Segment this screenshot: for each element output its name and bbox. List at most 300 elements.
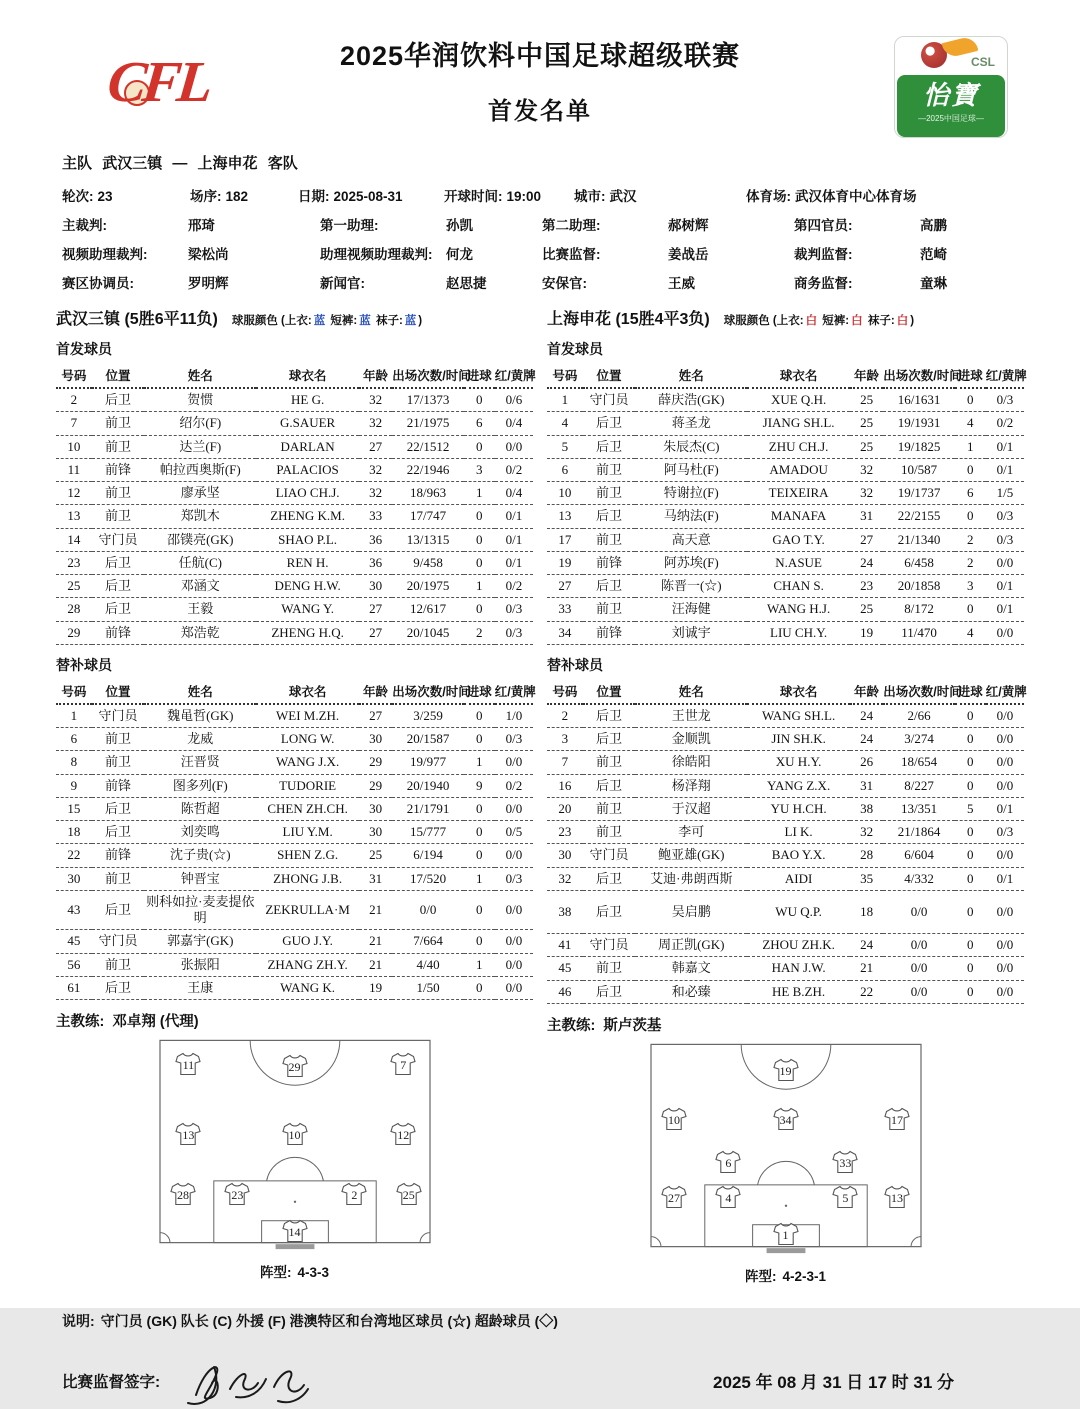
sponsor-brand: 怡寶 xyxy=(922,80,979,110)
player-row xyxy=(56,751,533,774)
match-info-row-1 xyxy=(62,185,1018,205)
cell-cards: 0/3 xyxy=(495,728,533,751)
cell-number: 2 xyxy=(56,388,92,412)
cell-number: 46 xyxy=(547,980,583,1003)
cell-cards: 0/3 xyxy=(495,867,533,890)
player-row xyxy=(547,797,1024,820)
official-label: 比赛监督: xyxy=(542,247,601,262)
cell-number: 14 xyxy=(56,528,92,551)
official-label: 商务监督: xyxy=(794,276,853,291)
cell-position: 前卫 xyxy=(92,953,144,976)
cell-name: 任航(C) xyxy=(144,551,256,574)
league-title: 2025华润饮料中国足球超级联赛 xyxy=(339,41,741,71)
cell-goals: 0 xyxy=(464,821,495,844)
cell-goals: 0 xyxy=(464,844,495,867)
cell-number: 12 xyxy=(56,482,92,505)
kickoff-label: 开球时间: xyxy=(444,189,503,204)
cell-goals: 2 xyxy=(955,528,986,551)
player-row xyxy=(547,867,1024,890)
cell-jersey-name: WANG K. xyxy=(256,976,359,999)
cell-name: 鲍亚雄(GK) xyxy=(635,844,747,867)
cell-jersey-name: AMADOU xyxy=(747,458,850,481)
cell-cards: 0/0 xyxy=(495,435,533,458)
cell-apps: 20/1858 xyxy=(883,575,955,598)
cell-position: 后卫 xyxy=(583,505,635,528)
separator-dash: — xyxy=(172,155,188,172)
cell-name: 阿马杜(F) xyxy=(635,458,747,481)
cell-name: 特谢拉(F) xyxy=(635,482,747,505)
cell-number: 23 xyxy=(56,551,92,574)
report-datetime: 2025 年 08 月 31 日 17 时 31 分 xyxy=(713,1373,954,1393)
cell-age: 31 xyxy=(359,867,392,890)
match-teams-line xyxy=(0,152,1080,173)
official-value: 姜战岳 xyxy=(668,247,709,262)
cell-cards: 0/0 xyxy=(495,797,533,820)
cell-name: 绍尔(F) xyxy=(144,412,256,435)
cell-number: 23 xyxy=(547,821,583,844)
table-header-row: 号码 位置 姓名 球衣名 年龄 出场次数/时间 进球 红/黄牌 xyxy=(56,363,533,388)
cell-age: 31 xyxy=(850,774,883,797)
cell-cards: 1/0 xyxy=(495,704,533,728)
cell-cards: 0/0 xyxy=(495,751,533,774)
cell-age: 27 xyxy=(359,621,392,644)
player-row xyxy=(547,704,1024,728)
cell-apps: 19/1931 xyxy=(883,412,955,435)
cell-cards: 0/1 xyxy=(495,528,533,551)
player-row xyxy=(56,728,533,751)
player-row xyxy=(547,821,1024,844)
cell-apps: 19/1737 xyxy=(883,482,955,505)
home-label: 主队 xyxy=(62,155,93,172)
cell-cards: 0/0 xyxy=(986,957,1024,980)
cell-position: 后卫 xyxy=(92,551,144,574)
match-no-value: 182 xyxy=(225,189,249,204)
away-coach: 主教练: 斯卢茨基 xyxy=(547,1017,662,1034)
cell-cards: 0/0 xyxy=(986,774,1024,797)
cell-jersey-name: GUO J.Y. xyxy=(256,930,359,953)
cell-apps: 11/470 xyxy=(883,621,955,644)
cell-goals: 0 xyxy=(955,728,986,751)
cell-name: 吴启鹏 xyxy=(635,890,747,933)
cell-number: 45 xyxy=(547,957,583,980)
cell-name: 和必臻 xyxy=(635,980,747,1003)
cell-age: 25 xyxy=(850,598,883,621)
cell-goals: 0 xyxy=(955,980,986,1003)
player-jersey-icon: 2 xyxy=(341,1182,367,1206)
cell-goals: 9 xyxy=(464,774,495,797)
cell-name: 则科如拉·麦麦提依明 xyxy=(144,890,256,930)
cell-name: 薛庆浩(GK) xyxy=(635,388,747,412)
player-row xyxy=(547,575,1024,598)
cell-age: 27 xyxy=(359,704,392,728)
cell-age: 29 xyxy=(359,751,392,774)
official-label: 助理视频助理裁判: xyxy=(320,247,433,262)
cell-name: 王康 xyxy=(144,976,256,999)
cell-apps: 4/332 xyxy=(883,867,955,890)
cell-number: 17 xyxy=(547,528,583,551)
cell-cards: 0/6 xyxy=(495,388,533,412)
cell-jersey-name: SHAO P.L. xyxy=(256,528,359,551)
cell-name: 李可 xyxy=(635,821,747,844)
cell-position: 后卫 xyxy=(92,575,144,598)
player-row xyxy=(56,704,533,728)
cell-goals: 0 xyxy=(464,797,495,820)
cell-name: 沈子贵(☆) xyxy=(144,844,256,867)
cell-jersey-name: ZHONG J.B. xyxy=(256,867,359,890)
cell-age: 23 xyxy=(850,575,883,598)
header xyxy=(0,0,1080,150)
cell-apps: 15/777 xyxy=(392,821,464,844)
cell-apps: 18/963 xyxy=(392,482,464,505)
cell-goals: 0 xyxy=(955,505,986,528)
cell-age: 21 xyxy=(359,953,392,976)
supervisor-signature xyxy=(178,1353,318,1409)
cell-age: 26 xyxy=(850,751,883,774)
cell-age: 24 xyxy=(850,704,883,728)
official-label: 视频助理裁判: xyxy=(62,247,148,262)
cell-number: 61 xyxy=(56,976,92,999)
cell-goals: 0 xyxy=(955,821,986,844)
cell-apps: 0/0 xyxy=(883,980,955,1003)
cell-name: 廖承坚 xyxy=(144,482,256,505)
cell-age: 32 xyxy=(359,412,392,435)
player-row xyxy=(547,528,1024,551)
cell-jersey-name: ZHANG ZH.Y. xyxy=(256,953,359,976)
cell-position: 守门员 xyxy=(92,528,144,551)
cell-position: 守门员 xyxy=(583,844,635,867)
cell-age: 30 xyxy=(359,797,392,820)
official-label: 第四官员: xyxy=(794,218,853,233)
player-row xyxy=(56,867,533,890)
cell-age: 19 xyxy=(850,621,883,644)
cell-age: 21 xyxy=(359,890,392,930)
cell-position: 前锋 xyxy=(583,621,635,644)
player-jersey-icon: 19 xyxy=(773,1058,799,1082)
cell-number: 3 xyxy=(547,728,583,751)
cell-apps: 17/1373 xyxy=(392,388,464,412)
cell-name: 邵镤亮(GK) xyxy=(144,528,256,551)
cell-apps: 12/617 xyxy=(392,598,464,621)
cell-name: 韩嘉文 xyxy=(635,957,747,980)
cell-number: 45 xyxy=(56,930,92,953)
cell-name: 杨泽翔 xyxy=(635,774,747,797)
cell-goals: 0 xyxy=(955,890,986,933)
cell-apps: 2/66 xyxy=(883,704,955,728)
player-row xyxy=(56,388,533,412)
cell-name: 陈哲超 xyxy=(144,797,256,820)
official-value: 郝树辉 xyxy=(668,218,709,233)
cell-jersey-name: WANG Y. xyxy=(256,598,359,621)
cell-jersey-name: CHEN ZH.CH. xyxy=(256,797,359,820)
cell-position: 后卫 xyxy=(583,435,635,458)
cell-jersey-name: ZHENG H.Q. xyxy=(256,621,359,644)
cell-number: 56 xyxy=(56,953,92,976)
cell-goals: 0 xyxy=(955,598,986,621)
cell-position: 守门员 xyxy=(92,930,144,953)
cell-name: 周正凯(GK) xyxy=(635,934,747,957)
cell-apps: 0/0 xyxy=(883,890,955,933)
player-row xyxy=(56,551,533,574)
cell-name: 于汉超 xyxy=(635,797,747,820)
cell-jersey-name: WANG H.J. xyxy=(747,598,850,621)
cell-goals: 0 xyxy=(464,930,495,953)
cell-position: 前卫 xyxy=(583,528,635,551)
cell-cards: 0/2 xyxy=(986,412,1024,435)
cell-number: 1 xyxy=(56,704,92,728)
cell-number: 13 xyxy=(547,505,583,528)
player-jersey-icon: 17 xyxy=(884,1107,910,1131)
cell-age: 31 xyxy=(850,505,883,528)
cell-age: 30 xyxy=(359,728,392,751)
cell-jersey-name: WEI M.ZH. xyxy=(256,704,359,728)
cell-jersey-name: XUE Q.H. xyxy=(747,388,850,412)
player-jersey-icon: 13 xyxy=(175,1122,201,1146)
cell-position: 前锋 xyxy=(92,844,144,867)
cell-jersey-name: N.ASUE xyxy=(747,551,850,574)
cell-apps: 3/259 xyxy=(392,704,464,728)
cell-goals: 0 xyxy=(955,704,986,728)
cell-age: 36 xyxy=(359,551,392,574)
cell-cards: 0/2 xyxy=(495,458,533,481)
cell-apps: 8/227 xyxy=(883,774,955,797)
cell-position: 守门员 xyxy=(583,934,635,957)
cell-age: 24 xyxy=(850,934,883,957)
cell-cards: 0/1 xyxy=(986,598,1024,621)
cell-jersey-name: WANG J.X. xyxy=(256,751,359,774)
player-row xyxy=(547,505,1024,528)
cell-apps: 21/1340 xyxy=(883,528,955,551)
player-row xyxy=(56,505,533,528)
cell-apps: 0/0 xyxy=(883,934,955,957)
cell-jersey-name: AIDI xyxy=(747,867,850,890)
cell-goals: 3 xyxy=(464,458,495,481)
cell-number: 43 xyxy=(56,890,92,930)
cell-jersey-name: YU H.CH. xyxy=(747,797,850,820)
cell-goals: 0 xyxy=(955,934,986,957)
cell-cards: 0/0 xyxy=(986,751,1024,774)
cell-position: 前锋 xyxy=(92,621,144,644)
away-formation: 阵型: 4-2-3-1 xyxy=(744,1268,827,1284)
cell-number: 4 xyxy=(547,412,583,435)
cell-jersey-name: TUDORIE xyxy=(256,774,359,797)
player-row xyxy=(547,844,1024,867)
official-label: 新闻官: xyxy=(320,276,365,291)
cell-number: 32 xyxy=(547,867,583,890)
cell-age: 22 xyxy=(850,980,883,1003)
cell-number: 18 xyxy=(56,821,92,844)
home-starting-table xyxy=(56,363,536,645)
cfl-logo-text: CFL xyxy=(104,49,213,114)
cell-goals: 0 xyxy=(955,867,986,890)
cell-name: 金顺凯 xyxy=(635,728,747,751)
cell-apps: 1/50 xyxy=(392,976,464,999)
match-no-label: 场序: xyxy=(190,189,222,204)
cell-jersey-name: WANG SH.L. xyxy=(747,704,850,728)
player-row xyxy=(547,551,1024,574)
cell-name: 钟晋宝 xyxy=(144,867,256,890)
player-jersey-icon: 14 xyxy=(282,1219,308,1243)
cell-number: 2 xyxy=(547,704,583,728)
cell-name: 汪海健 xyxy=(635,598,747,621)
cell-age: 28 xyxy=(850,844,883,867)
away-formation-pitch xyxy=(650,1043,922,1249)
cell-goals: 1 xyxy=(464,751,495,774)
cell-position: 后卫 xyxy=(583,575,635,598)
cell-number: 33 xyxy=(547,598,583,621)
cell-position: 后卫 xyxy=(92,821,144,844)
cell-goals: 3 xyxy=(955,575,986,598)
cell-number: 11 xyxy=(56,458,92,481)
player-row xyxy=(56,953,533,976)
cell-apps: 18/654 xyxy=(883,751,955,774)
kickoff-value: 19:00 xyxy=(506,189,542,204)
cell-position: 后卫 xyxy=(92,797,144,820)
cell-name: 刘诚宇 xyxy=(635,621,747,644)
player-row xyxy=(547,388,1024,412)
player-jersey-icon: 13 xyxy=(884,1185,910,1209)
date-label: 日期: xyxy=(298,189,330,204)
cell-name: 马纳法(F) xyxy=(635,505,747,528)
cell-age: 32 xyxy=(359,482,392,505)
player-row xyxy=(56,930,533,953)
player-row xyxy=(56,890,533,930)
cell-age: 27 xyxy=(850,528,883,551)
cell-goals: 4 xyxy=(955,412,986,435)
cell-cards: 0/4 xyxy=(495,412,533,435)
cell-apps: 3/274 xyxy=(883,728,955,751)
cell-position: 后卫 xyxy=(583,412,635,435)
official-value: 赵思捷 xyxy=(446,276,487,291)
player-row xyxy=(547,751,1024,774)
cell-number: 28 xyxy=(56,598,92,621)
cell-age: 25 xyxy=(850,412,883,435)
player-row xyxy=(56,821,533,844)
cell-name: 郑凯木 xyxy=(144,505,256,528)
cell-age: 32 xyxy=(850,821,883,844)
player-row xyxy=(547,458,1024,481)
cell-apps: 13/351 xyxy=(883,797,955,820)
date-value: 2025-08-31 xyxy=(333,189,403,204)
player-jersey-icon: 33 xyxy=(832,1150,858,1174)
cell-position: 后卫 xyxy=(92,976,144,999)
cell-cards: 1/5 xyxy=(986,482,1024,505)
cell-jersey-name: WU Q.P. xyxy=(747,890,850,933)
cell-position: 前卫 xyxy=(92,751,144,774)
cell-apps: 22/1512 xyxy=(392,435,464,458)
cell-apps: 22/2155 xyxy=(883,505,955,528)
cell-cards: 0/3 xyxy=(986,388,1024,412)
cell-position: 前卫 xyxy=(583,751,635,774)
player-row xyxy=(547,435,1024,458)
cell-jersey-name: PALACIOS xyxy=(256,458,359,481)
cell-position: 后卫 xyxy=(583,867,635,890)
player-row xyxy=(56,844,533,867)
cell-apps: 20/1975 xyxy=(392,575,464,598)
cell-cards: 0/0 xyxy=(986,844,1024,867)
cell-jersey-name: HAN J.W. xyxy=(747,957,850,980)
cell-position: 前锋 xyxy=(92,774,144,797)
cell-cards: 0/3 xyxy=(495,598,533,621)
cell-goals: 1 xyxy=(464,482,495,505)
cell-goals: 0 xyxy=(955,774,986,797)
officials-rows xyxy=(62,214,1018,292)
cell-goals: 1 xyxy=(464,575,495,598)
cell-number: 10 xyxy=(56,435,92,458)
cell-cards: 0/3 xyxy=(495,621,533,644)
official-value: 孙凯 xyxy=(446,218,473,233)
cell-apps: 21/1791 xyxy=(392,797,464,820)
player-row xyxy=(547,598,1024,621)
player-jersey-icon: 28 xyxy=(170,1182,196,1206)
cell-apps: 21/1864 xyxy=(883,821,955,844)
cell-apps: 8/172 xyxy=(883,598,955,621)
cell-goals: 6 xyxy=(955,482,986,505)
cell-cards: 0/5 xyxy=(495,821,533,844)
cell-position: 前卫 xyxy=(583,598,635,621)
csl-emblem xyxy=(895,37,1007,75)
cell-apps: 7/664 xyxy=(392,930,464,953)
cell-cards: 0/1 xyxy=(986,435,1024,458)
home-starting-label: 首发球员 xyxy=(56,341,112,357)
cell-number: 13 xyxy=(56,505,92,528)
cell-age: 32 xyxy=(850,482,883,505)
cell-position: 后卫 xyxy=(92,388,144,412)
cell-age: 19 xyxy=(359,976,392,999)
cell-apps: 20/1940 xyxy=(392,774,464,797)
cell-cards: 0/4 xyxy=(495,482,533,505)
cell-jersey-name: ZHOU ZH.K. xyxy=(747,934,850,957)
cell-name: 刘奕鸣 xyxy=(144,821,256,844)
official-value: 何龙 xyxy=(446,247,473,262)
cell-name: 陈晋一(☆) xyxy=(635,575,747,598)
cell-age: 27 xyxy=(359,435,392,458)
cell-jersey-name: DENG H.W. xyxy=(256,575,359,598)
cell-jersey-name: HE G. xyxy=(256,388,359,412)
cell-number: 1 xyxy=(547,388,583,412)
cell-age: 38 xyxy=(850,797,883,820)
cell-age: 29 xyxy=(359,774,392,797)
player-row xyxy=(547,621,1024,644)
away-team-name: 上海申花 xyxy=(197,155,258,172)
away-subs-label: 替补球员 xyxy=(547,656,603,673)
cell-goals: 0 xyxy=(955,844,986,867)
cell-number: 6 xyxy=(56,728,92,751)
cell-apps: 17/747 xyxy=(392,505,464,528)
cell-number: 22 xyxy=(56,844,92,867)
player-row xyxy=(56,797,533,820)
official-label: 第二助理: xyxy=(542,218,601,233)
cell-name: 龙威 xyxy=(144,728,256,751)
cell-goals: 0 xyxy=(464,890,495,930)
cell-position: 前卫 xyxy=(583,797,635,820)
cell-jersey-name: YANG Z.X. xyxy=(747,774,850,797)
cell-age: 32 xyxy=(359,458,392,481)
cell-jersey-name: LIAO CH.J. xyxy=(256,482,359,505)
official-label: 赛区协调员: xyxy=(62,276,134,291)
cell-number: 19 xyxy=(547,551,583,574)
cell-age: 24 xyxy=(850,551,883,574)
cell-name: 徐皓阳 xyxy=(635,751,747,774)
cell-position: 后卫 xyxy=(92,598,144,621)
cell-jersey-name: GAO T.Y. xyxy=(747,528,850,551)
player-row xyxy=(547,412,1024,435)
supervisor-signature-label: 比赛监督签字: xyxy=(62,1373,161,1391)
official-value: 王威 xyxy=(668,276,695,291)
away-name-record: 上海申花 (15胜4平3负) xyxy=(547,311,710,328)
away-kit-colors: 球服颜色 (上衣: 白 短裤: 白 袜子: 白 ) xyxy=(723,315,915,327)
cell-jersey-name: LI K. xyxy=(747,821,850,844)
cell-cards: 0/0 xyxy=(986,980,1024,1003)
